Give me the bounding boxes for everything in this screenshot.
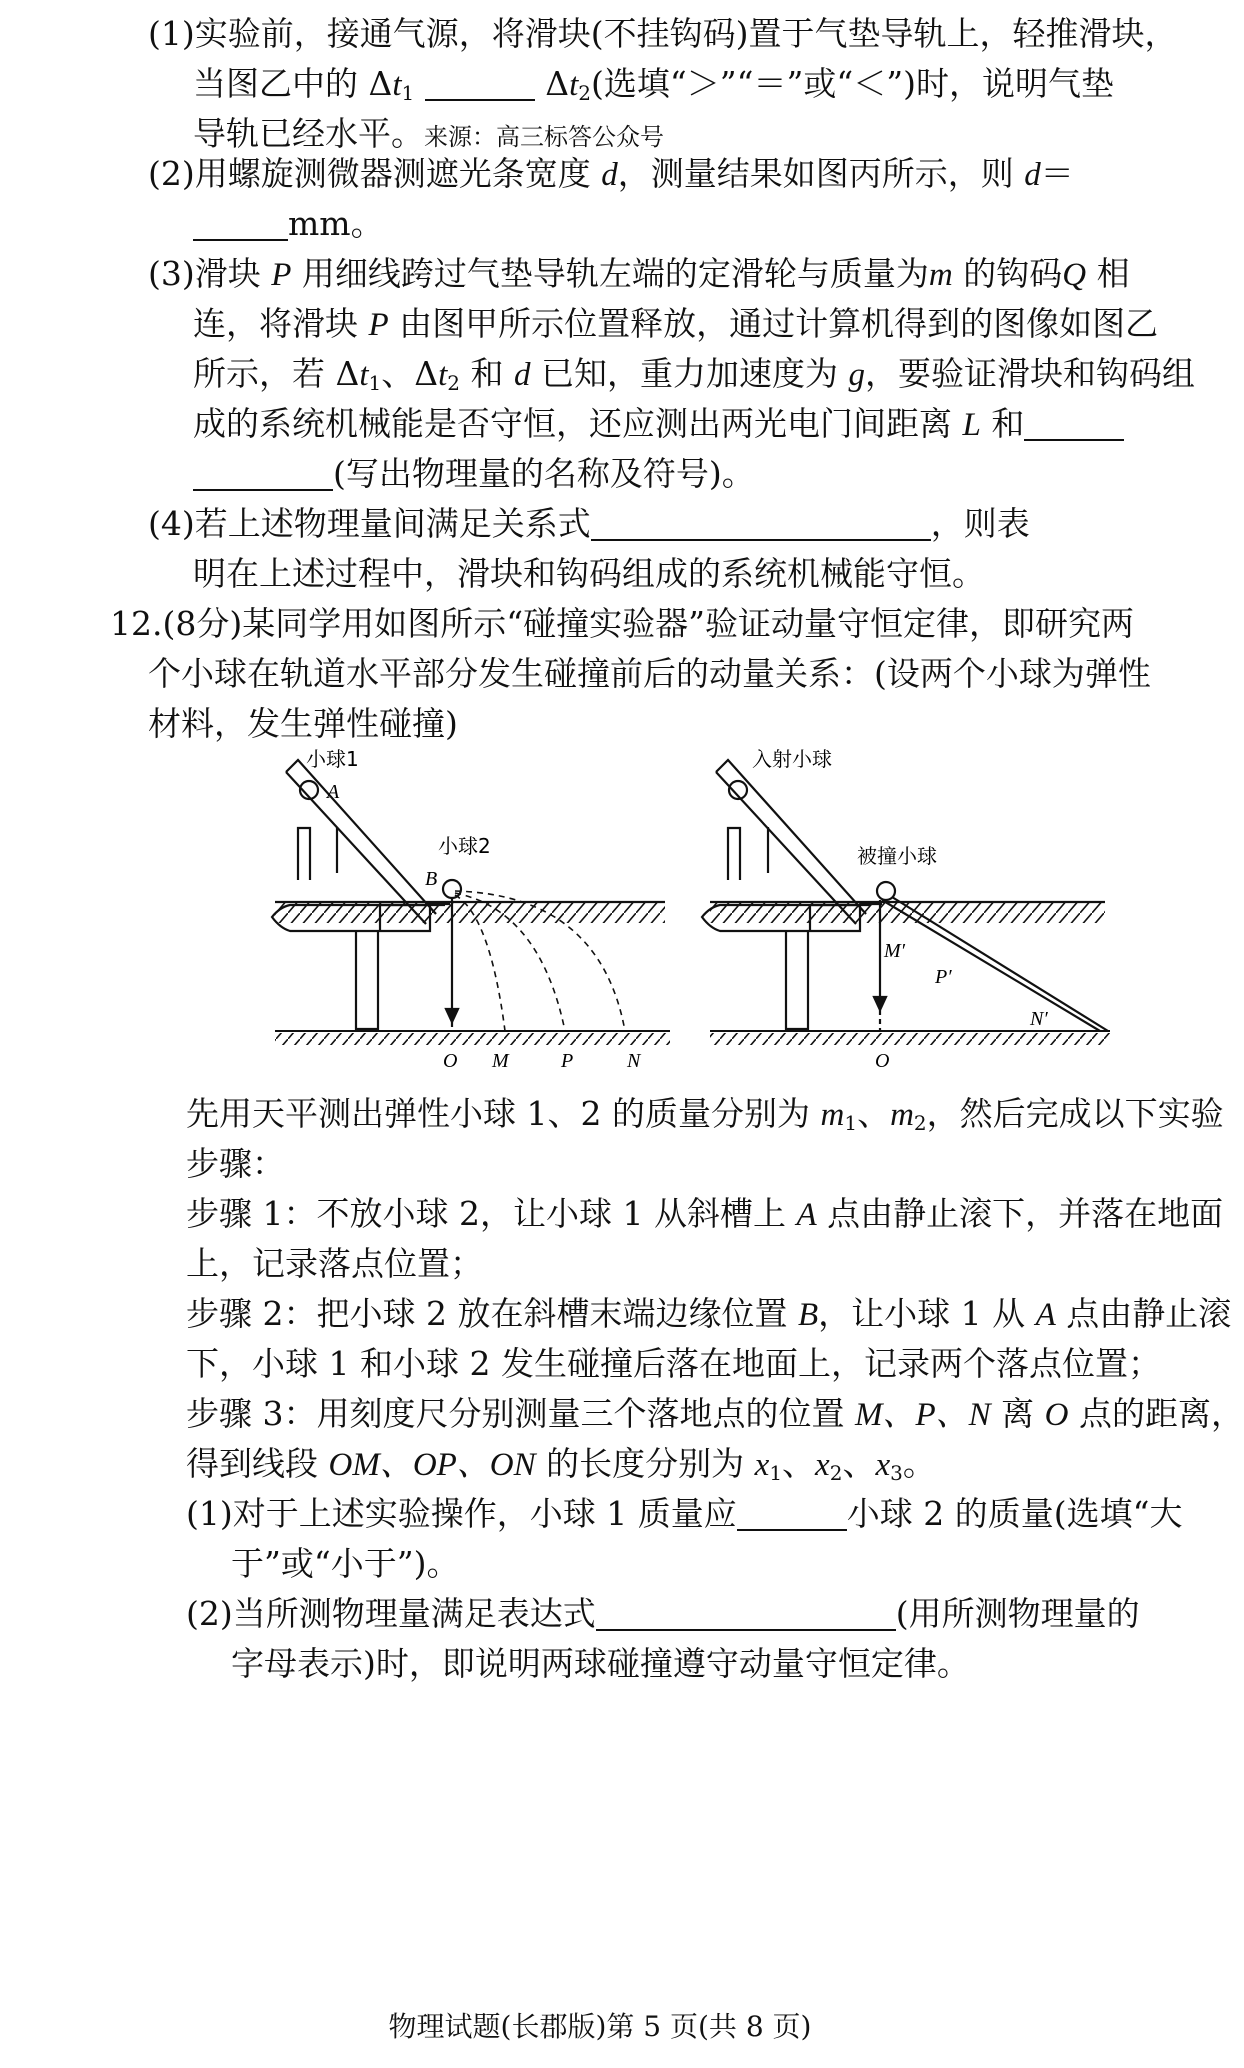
source-note: 来源：高三标答公众号 [424, 123, 664, 151]
q12-step2-line1: 步骤 2：把小球 2 放在斜槽末端边缘位置 B，让小球 1 从 A 点由静止滚 [186, 1294, 1232, 1333]
q11-part3-line5: (写出物理量的名称及符号)。 [193, 452, 755, 496]
label-ball1: 小球1 [306, 747, 359, 771]
page-footer: 物理试题(长郡版)第 5 页(共 8 页) [388, 2010, 812, 2043]
q12-part1-line1: (1)对于上述实验操作，小球 1 质量应 小球 2 的质量(选填“大 [186, 1494, 1183, 1533]
label-struck-ball: 被撞小球 [857, 844, 937, 868]
q12-step1-line2: 上，记录落点位置； [186, 1244, 483, 1283]
label-point-m: M [492, 1050, 509, 1072]
q11-part4-line2: 明在上述过程中，滑块和钩码组成的系统机械能守恒。 [193, 554, 985, 593]
q11-part3-line1: (3)滑块 P 用细线跨过气垫导轨左端的定滑轮与质量为m 的钩码Q 相 [148, 254, 1130, 293]
q12-step2-line2: 下，小球 1 和小球 2 发生碰撞后落在地面上，记录两个落点位置； [186, 1344, 1161, 1383]
label-incident-ball: 入射小球 [752, 747, 832, 771]
label-point-o-right: O [875, 1050, 890, 1072]
label-ball2: 小球2 [438, 834, 491, 858]
q11-part1-line2: 当图乙中的 $\Delta t_1$ $\Delta t_2$(选填“＞”“＝”或“＜”)时，说明气垫 [193, 64, 1114, 105]
label-point-m-prime: M′ [884, 940, 906, 962]
q12-intro-line1: 先用天平测出弹性小球 1、2 的质量分别为 $m_1$、$m_2$，然后完成以下实验 [186, 1094, 1224, 1135]
answer-blank-quantity-b[interactable] [193, 459, 333, 491]
q11-part2-line2: mm。 [193, 202, 384, 246]
q11-part3-line2: 连，将滑块 P 由图甲所示位置释放，通过计算机得到的图像如图乙 [193, 304, 1159, 343]
q12-intro-line2: 步骤： [186, 1144, 285, 1183]
answer-blank-compare[interactable] [425, 69, 535, 101]
answer-blank-quantity-a[interactable] [1024, 409, 1124, 441]
q12-part2-line1: (2)当所测物理量满足表达式 (用所测物理量的 [186, 1594, 1140, 1633]
answer-blank-relation[interactable] [591, 509, 931, 541]
answer-blank-d[interactable] [193, 209, 288, 241]
label-point-n-prime: N′ [1030, 1008, 1048, 1030]
label-point-o-left: O [443, 1050, 458, 1072]
q12-part2-line2: 字母表示)时，即说明两球碰撞遵守动量守恒定律。 [231, 1644, 970, 1683]
answer-blank-mass[interactable] [737, 1499, 847, 1531]
q12-part1-line2: 于”或“小于”)。 [231, 1544, 460, 1583]
q12-heading-line3: 材料，发生弹性碰撞) [148, 704, 458, 743]
q12-step3-line1: 步骤 3：用刻度尺分别测量三个落地点的位置 M、P、N 离 O 点的距离， [186, 1394, 1244, 1433]
label-point-b: B [425, 868, 438, 890]
q12-heading-line2: 个小球在轨道水平部分发生碰撞前后的动量关系：(设两个小球为弹性 [148, 654, 1151, 693]
label-point-p-prime: P′ [935, 966, 952, 988]
label-point-a: A [327, 781, 340, 803]
q11-part2-line1: (2)用螺旋测微器测遮光条宽度 d，测量结果如图丙所示，则 d＝ [148, 154, 1074, 193]
q11-part4-line1: (4)若上述物理量间满足关系式 ，则表 [148, 504, 1030, 543]
q11-part3-line3: 所示，若 $\Delta t_1$、$\Delta t_2$ 和 d 已知，重力加速度为 g，要验证滑块和钩码组 [193, 354, 1195, 395]
q11-part1-line3: 导轨已经水平。来源：高三标答公众号 [193, 114, 664, 153]
q12-step1-line1: 步骤 1：不放小球 2，让小球 1 从斜槽上 A 点由静止滚下，并落在地面 [186, 1194, 1224, 1233]
answer-blank-expression[interactable] [596, 1599, 896, 1631]
label-point-n: N [627, 1050, 641, 1072]
collision-apparatus-figure [0, 745, 1200, 1085]
q11-part3-line4: 成的系统机械能是否守恒，还应测出两光电门间距离 L 和 [193, 402, 1124, 447]
q11-part1-line1: (1)实验前，接通气源，将滑块(不挂钩码)置于气垫导轨上，轻推滑块， [148, 14, 1178, 53]
q12-heading-line1: 12.(8分)某同学用如图所示“碰撞实验器”验证动量守恒定律，即研究两 [110, 604, 1134, 643]
label-point-p: P [561, 1050, 574, 1072]
q12-step3-line2: 得到线段 OM、OP、ON 的长度分别为 $x_1$、$x_2$、$x_3$。 [186, 1444, 936, 1485]
